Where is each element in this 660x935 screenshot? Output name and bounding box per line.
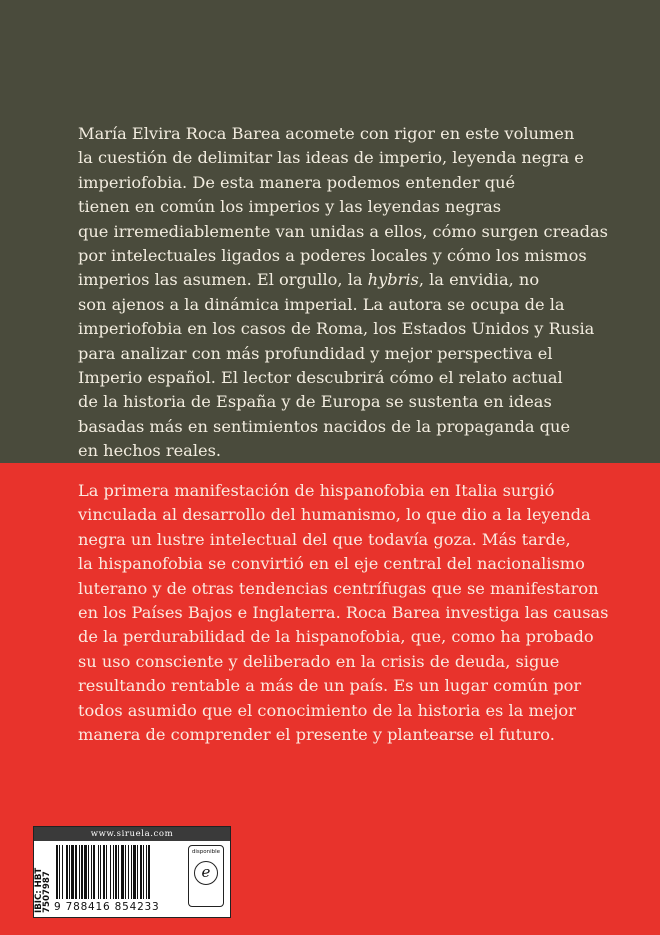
text-line [78,268,618,292]
text-line: vinculada al desarrollo del humanismo, lo que dio a la leyenda [78,505,591,525]
barcode-stripe [125,845,126,899]
text-line: María Elvira Roca Barea acomete con rigor en este volumen [78,124,575,143]
barcode-stripe [146,845,147,899]
barcode-stripe [66,845,68,899]
text-line: su uso consciente y deliberado en la crisis de deuda, sigue [78,651,560,671]
ebook-icon: e [194,861,218,885]
text-line: la cuestión de delimitar las ideas de imperio, leyenda negra e [78,148,584,168]
barcode-stripe [59,845,60,899]
barcode-stripe [100,845,101,899]
text-line: negra un lustre intelectual del que todavía goza. Más tarde, [78,529,571,549]
ibic-label: IBIC: HBT [34,867,44,913]
text-segment: imperios las asumen. El orgullo, la [78,270,368,290]
barcode-stripe [143,845,144,899]
text-line: por intelectuales ligados a poderes locales y cómo los mismos [78,246,587,266]
text-line: imperiofobia. De esta manera podemos entender qué [78,172,516,192]
text-line: basadas más en sentimientos nacidos de la propaganda que [78,416,571,436]
barcode-panel [33,826,231,918]
text-line: luterano y de otras tendencias centrífugas que se manifestaron [78,578,599,598]
barcode-stripe [148,845,150,899]
text-line: todos asumido que el conocimiento de la historia es la mejor [78,700,576,720]
barcode-stripe [71,845,74,899]
text-line: la hispanofobia se convirtió en el eje central del nacionalismo [78,554,585,574]
barcode-stripe [103,845,105,899]
ibic-number: 7507987 [42,871,52,913]
ibic-code [35,845,51,917]
barcode-stripe [91,845,92,899]
barcode-stripe [62,845,63,899]
text-segment: , la envidia, no [418,270,540,290]
barcode-stripe [88,845,89,899]
barcode-stripe [84,845,87,899]
text-line: manera de comprender el presente y plantearse el futuro. [78,725,555,745]
barcode-stripe [113,845,114,899]
badge-label: disponible [191,849,221,855]
barcode-stripe [98,845,99,899]
barcode-stripe [140,845,142,899]
barcode-stripe [93,845,95,899]
top-band [0,0,660,463]
text-line: en hechos reales. [78,441,222,461]
text-line: de la perdurabilidad de la hispanofobia, que, como ha probado [78,627,594,647]
barcode-icon [56,845,180,899]
text-line: imperiofobia en los casos de Roma, los Estados Unidos y Rusia [78,319,595,339]
ebook-available-badge [188,845,224,907]
barcode-stripe [115,845,117,899]
text-line: La primera manifestación de hispanofobia en Italia surgió [78,481,555,500]
barcode-stripe [56,845,58,899]
barcode-stripe [118,845,119,899]
text-line: son ajenos a la dinámica imperial. La autora se ocupa de la [78,294,565,314]
barcode-stripe [110,845,111,899]
text-line: en los Países Bajos e Inglaterra. Roca Barea investiga las causas [78,603,609,623]
barcode-stripe [81,845,83,899]
barcode-stripe [75,845,77,899]
barcode-stripe [128,845,129,899]
barcode-stripe [133,845,136,899]
text-line: Imperio español. El lector descubrirá cómo el relato actual [78,368,563,388]
barcode-stripe [131,845,132,899]
bottom-paragraph [78,479,618,747]
text-line: tienen en común los imperios y las leyendas negras [78,197,502,217]
top-paragraph [78,122,618,464]
text-line: para analizar con más profundidad y mejor perspectiva el [78,343,553,363]
text-line: resultando rentable a más de un país. Es un lugar común por [78,676,582,696]
barcode-stripe [137,845,138,899]
isbn-number: 9 788416 854233 [54,901,160,913]
barcode-stripe [79,845,80,899]
text-line: de la historia de España y de Europa se sustenta en ideas [78,392,552,412]
italic-word: hybris [367,270,419,290]
text-line: que irremediablemente van unidas a ellos, cómo surgen creadas [78,221,608,241]
barcode-stripe [69,845,70,899]
publisher-website: www.siruela.com [34,827,230,841]
barcode-stripe [121,845,124,899]
barcode-stripe [106,845,107,899]
